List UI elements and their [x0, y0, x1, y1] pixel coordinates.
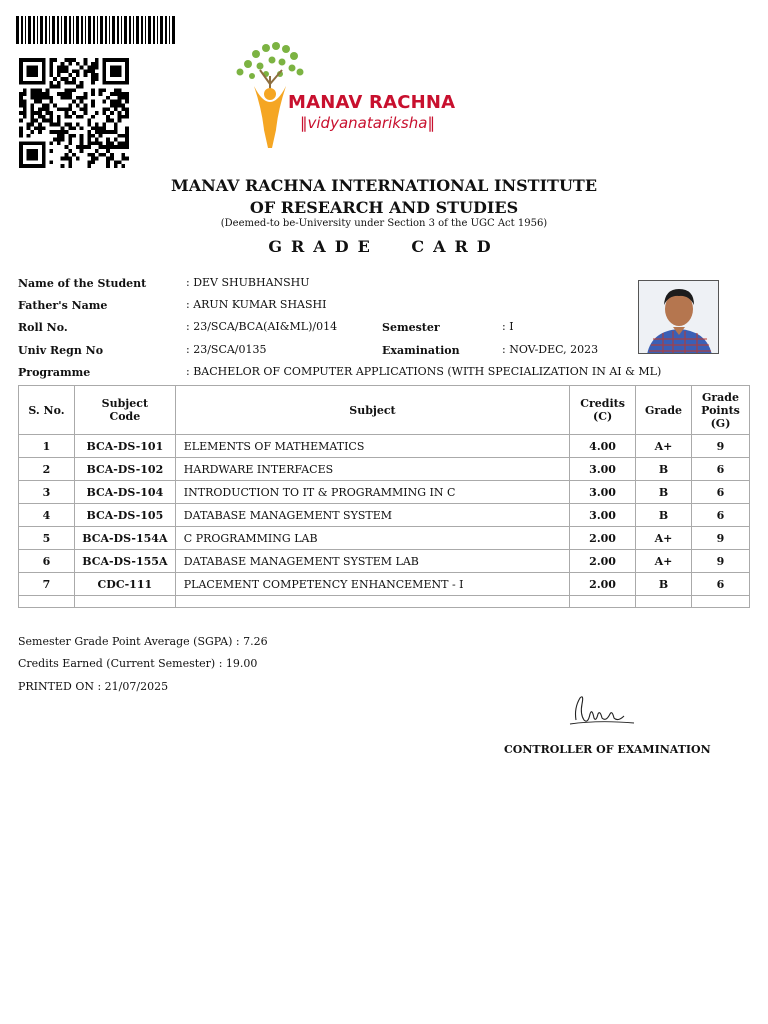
cell-grade-points: 9: [692, 550, 750, 573]
cell-subject: ELEMENTS OF MATHEMATICS: [175, 435, 569, 458]
logo-tagline: ‖vidyanatariksha‖: [300, 114, 435, 132]
barcode: [16, 16, 178, 44]
cell-grade: B: [636, 573, 692, 596]
cell-grade-points: 6: [692, 573, 750, 596]
examination-value: : NOV-DEC, 2023: [502, 343, 599, 356]
credits-earned-line: Credits Earned (Current Semester) : 19.00: [18, 657, 258, 670]
table-filler-cell: [74, 596, 175, 608]
father-name-value: : ARUN KUMAR SHASHI: [186, 298, 327, 311]
cell-credits: 2.00: [570, 527, 636, 550]
student-name-value: : DEV SHUBHANSHU: [186, 276, 310, 289]
cell-grade-points: 6: [692, 481, 750, 504]
semester-value: : I: [502, 320, 514, 333]
col-header-credits: Credits (C): [570, 386, 636, 435]
cell-credits: 2.00: [570, 573, 636, 596]
table-filler-row: [19, 596, 750, 608]
cell-subject-code: CDC-111: [74, 573, 175, 596]
table-row: [19, 504, 750, 527]
table-row: [19, 550, 750, 573]
cell-sno: 1: [19, 435, 75, 458]
cell-sno: 3: [19, 481, 75, 504]
programme-label: Programme: [18, 366, 91, 379]
roll-no-value: : 23/SCA/BCA(AI&ML)/014: [186, 320, 338, 333]
cell-grade: B: [636, 481, 692, 504]
col-header-subject: Subject: [175, 386, 569, 435]
table-row: [19, 458, 750, 481]
human-figure-icon: [254, 86, 286, 148]
univ-regn-label: Univ Regn No: [18, 344, 104, 357]
cell-subject: INTRODUCTION TO IT & PROGRAMMING IN C: [175, 481, 569, 504]
cell-credits: 3.00: [570, 458, 636, 481]
cell-subject: C PROGRAMMING LAB: [175, 527, 569, 550]
cell-subject: HARDWARE INTERFACES: [175, 458, 569, 481]
roll-no-label: Roll No.: [18, 321, 68, 334]
cell-subject-code: BCA-DS-155A: [74, 550, 175, 573]
table-row: [19, 573, 750, 596]
univ-regn-value: : 23/SCA/0135: [186, 343, 267, 356]
logo-brand-text: MANAV RACHNA: [288, 92, 456, 113]
cell-grade: A+: [636, 527, 692, 550]
table-filler-cell: [636, 596, 692, 608]
cell-subject-code: BCA-DS-104: [74, 481, 175, 504]
cell-credits: 3.00: [570, 481, 636, 504]
cell-grade: B: [636, 504, 692, 527]
programme-value: : BACHELOR OF COMPUTER APPLICATIONS (WITH SPECIALIZATION IN AI & ML): [186, 365, 662, 378]
table-filler-cell: [19, 596, 75, 608]
deemed-university-note: (Deemed-to be-University under Section 3 of the UGC Act 1956): [220, 218, 548, 229]
student-name-label: Name of the Student: [18, 277, 147, 290]
student-photo: [638, 280, 719, 354]
cell-sno: 5: [19, 527, 75, 550]
cell-subject-code: BCA-DS-101: [74, 435, 175, 458]
cell-sno: 2: [19, 458, 75, 481]
cell-subject: PLACEMENT COMPETENCY ENHANCEMENT - I: [175, 573, 569, 596]
cell-grade: A+: [636, 435, 692, 458]
examination-label: Examination: [382, 344, 460, 357]
cell-grade-points: 9: [692, 435, 750, 458]
cell-subject: DATABASE MANAGEMENT SYSTEM LAB: [175, 550, 569, 573]
cell-credits: 3.00: [570, 504, 636, 527]
sgpa-line: Semester Grade Point Average (SGPA) : 7.26: [18, 635, 268, 648]
semester-label: Semester: [382, 321, 440, 334]
controller-of-examination: CONTROLLER OF EXAMINATION: [504, 743, 711, 756]
cell-credits: 2.00: [570, 550, 636, 573]
cell-subject-code: BCA-DS-102: [74, 458, 175, 481]
qr-code: [16, 58, 132, 168]
table-row: [19, 481, 750, 504]
cell-grade-points: 6: [692, 504, 750, 527]
col-header-sno: S. No.: [19, 386, 75, 435]
table-filler-cell: [692, 596, 750, 608]
table-filler-cell: [570, 596, 636, 608]
institute-name-line1: MANAV RACHNA INTERNATIONAL INSTITUTE: [170, 176, 598, 195]
cell-grade-points: 6: [692, 458, 750, 481]
tree-leaves-icon: [237, 42, 304, 79]
cell-sno: 7: [19, 573, 75, 596]
printed-on-line: PRINTED ON : 21/07/2025: [18, 680, 169, 693]
col-header-subject-code: Subject Code: [74, 386, 175, 435]
table-filler-cell: [175, 596, 569, 608]
cell-subject: DATABASE MANAGEMENT SYSTEM: [175, 504, 569, 527]
col-header-grade: Grade: [636, 386, 692, 435]
cell-grade-points: 9: [692, 527, 750, 550]
table-row: [19, 435, 750, 458]
cell-sno: 6: [19, 550, 75, 573]
cell-subject-code: BCA-DS-105: [74, 504, 175, 527]
cell-credits: 4.00: [570, 435, 636, 458]
institute-name-line2: OF RESEARCH AND STUDIES: [249, 198, 519, 217]
father-name-label: Father's Name: [18, 299, 108, 312]
document-title: GRADE CARD: [268, 237, 500, 256]
cell-subject-code: BCA-DS-154A: [74, 527, 175, 550]
controller-signature: [568, 690, 638, 730]
table-row: [19, 527, 750, 550]
cell-grade: B: [636, 458, 692, 481]
grades-table: [18, 385, 750, 608]
table-header-row: [19, 386, 750, 435]
col-header-grade-points: Grade Points (G): [692, 386, 750, 435]
cell-sno: 4: [19, 504, 75, 527]
cell-grade: A+: [636, 550, 692, 573]
